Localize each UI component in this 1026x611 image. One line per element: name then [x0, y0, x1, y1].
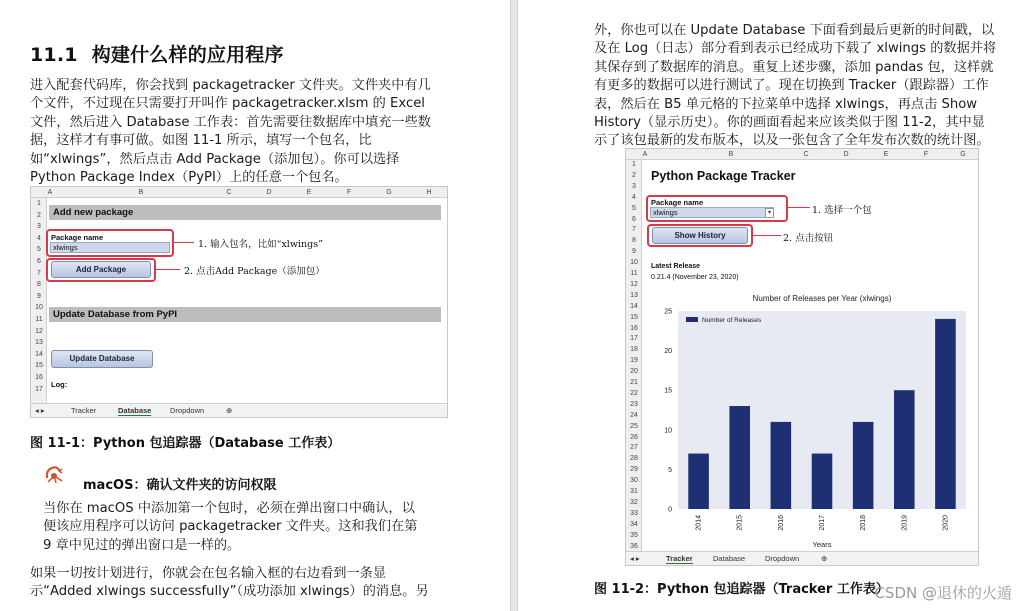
row-header[interactable]: 20 — [630, 368, 638, 376]
y-tick-label: 5 — [668, 466, 672, 474]
sheet-tab[interactable]: Database — [713, 554, 746, 563]
column-header[interactable]: D — [843, 151, 849, 158]
row-header[interactable]: 27 — [630, 444, 638, 452]
column-headers — [626, 149, 978, 160]
bottom-paragraph — [30, 565, 470, 602]
section-heading — [30, 40, 284, 67]
right-page — [518, 0, 1026, 611]
row-header[interactable]: 14 — [630, 302, 638, 310]
column-header[interactable]: E — [883, 151, 889, 158]
row-header[interactable]: 3 — [632, 182, 636, 190]
watermark: CSDN @退休的火遁 — [874, 584, 1012, 602]
package-name-label: Package name — [51, 233, 104, 242]
x-tick-label: 2020 — [942, 515, 950, 531]
text-line: 据，这样才有事可做。如图 11-1 所示，填写一个包名，比 — [30, 133, 372, 149]
text-line: 进入配套代码库，你会找到 packagetracker 文件夹。文件夹中有几 — [30, 78, 431, 93]
row-header[interactable]: 36 — [630, 542, 638, 550]
column-header[interactable]: C — [226, 189, 232, 196]
row-header[interactable]: 17 — [35, 385, 43, 393]
text-line: 9 章中见过的弹出窗口是一样的。 — [43, 537, 241, 553]
add-package-band: Add new package — [49, 205, 441, 220]
package-name-label: Package name — [651, 198, 704, 207]
row-header[interactable]: 4 — [632, 193, 636, 201]
row-header[interactable]: 22 — [630, 389, 638, 397]
bar — [729, 406, 750, 509]
add-sheet-icon[interactable]: ⊕ — [226, 406, 233, 415]
row-header[interactable]: 10 — [630, 259, 638, 267]
row-header[interactable]: 5 — [632, 204, 636, 212]
callout-box-2 — [46, 258, 156, 282]
callout-line-2 — [753, 235, 781, 236]
row-header[interactable]: 6 — [37, 258, 41, 265]
callout-box-2 — [647, 224, 753, 247]
column-header[interactable]: D — [266, 189, 272, 196]
column-header[interactable]: B — [138, 189, 144, 196]
chevron-down-icon[interactable]: ▾ — [765, 208, 774, 218]
y-tick-label: 25 — [664, 308, 672, 316]
text-line: 及在 Log（日志）部分看到表示已经成功下载了 xlwings 的数据并将 — [594, 41, 997, 57]
row-header[interactable]: 1 — [632, 161, 636, 168]
row-header[interactable]: 12 — [35, 327, 43, 335]
legend-swatch — [686, 317, 698, 322]
sheet-tab[interactable]: Database — [118, 406, 152, 415]
text-line: 有更多的数据可以进行测试了。现在切换到 Tracker（跟踪器）工作 — [594, 78, 989, 94]
column-header[interactable]: E — [306, 189, 312, 196]
update-database-band: Update Database from PyPI — [49, 307, 441, 322]
row-header[interactable]: 13 — [35, 339, 43, 347]
row-header[interactable]: 16 — [35, 374, 43, 381]
column-header[interactable]: B — [728, 151, 734, 158]
row-header[interactable]: 3 — [37, 223, 41, 231]
sheet-tab[interactable]: Dropdown — [765, 554, 800, 563]
y-tick-label: 15 — [664, 387, 672, 395]
row-header[interactable]: 4 — [37, 234, 41, 242]
scorpion-icon — [43, 462, 65, 484]
text-line: 其保存到了数据库的消息。重复上述步骤，添加 pandas 包，这样就 — [594, 59, 994, 75]
row-header[interactable]: 21 — [630, 379, 638, 386]
row-header[interactable]: 2 — [632, 171, 636, 179]
row-header[interactable]: 33 — [630, 509, 638, 517]
figure-caption-11-2: 图 11-2：Python 包追踪器（Tracker 工作表） — [594, 582, 889, 597]
text-line: 如果一切按计划进行，你就会在包名输入框的右边看到一条显 — [30, 566, 387, 581]
row-header[interactable]: 17 — [630, 335, 638, 343]
text-line: 当你在 macOS 中添加第一个包时，必须在弹出窗口中确认，以 — [43, 501, 415, 516]
section-title: 构建什么样的应用程序 — [91, 44, 284, 66]
row-header[interactable]: 31 — [630, 488, 638, 495]
callout-line-1 — [174, 242, 194, 243]
row-header[interactable]: 34 — [630, 520, 638, 528]
bar — [812, 454, 833, 509]
row-header[interactable]: 7 — [632, 226, 636, 234]
page-gutter — [510, 0, 518, 611]
row-header[interactable]: 25 — [630, 422, 638, 430]
sheet-tab[interactable]: Dropdown — [170, 406, 205, 415]
column-header[interactable]: C — [803, 151, 809, 158]
row-header[interactable]: 28 — [630, 455, 638, 463]
row-header[interactable]: 18 — [630, 346, 638, 354]
sheet-nav-icon[interactable]: ◂ ▸ — [630, 554, 640, 563]
row-header[interactable]: 23 — [630, 400, 638, 408]
row-header[interactable]: 29 — [630, 466, 638, 474]
sheet-tabs — [31, 403, 447, 417]
row-header[interactable]: 15 — [35, 362, 43, 370]
show-history-button[interactable]: Show History — [652, 227, 748, 244]
row-header[interactable]: 11 — [35, 316, 43, 323]
row-header[interactable]: 6 — [632, 215, 636, 223]
callout-box-1 — [646, 195, 788, 222]
column-headers — [31, 187, 447, 198]
row-header[interactable]: 2 — [37, 211, 41, 219]
row-header[interactable]: 26 — [630, 433, 638, 441]
text-line: 示了该包最新的发布版本，以及一张包含了全年发布次数的统计图。 — [594, 133, 990, 149]
row-header[interactable]: 16 — [630, 324, 638, 332]
x-tick-label: 2018 — [860, 515, 868, 531]
add-package-button[interactable]: Add Package — [51, 261, 151, 278]
column-header[interactable]: H — [426, 189, 432, 196]
text-line: 外，你也可以在 Update Database 下面看到最后更新的时间戳，以 — [594, 23, 995, 38]
text-line: 个文件，不过现在只需要打开叫作 packagetracker.xlsm 的 Excel — [30, 96, 425, 112]
column-header[interactable]: A — [47, 189, 53, 196]
row-header[interactable]: 1 — [37, 200, 41, 207]
log-label: Log: — [51, 380, 68, 389]
column-header[interactable]: G — [386, 189, 392, 196]
bar — [771, 422, 792, 509]
text-line: 表，然后在 B5 单元格的下拉菜单中选择 xlwings，再点击 Show — [594, 96, 978, 112]
row-header[interactable]: 5 — [37, 246, 41, 254]
column-header[interactable]: A — [642, 151, 648, 158]
bar — [688, 454, 709, 509]
bar — [894, 390, 915, 509]
column-header[interactable]: F — [923, 151, 929, 158]
sheet-tab[interactable]: Tracker — [71, 406, 97, 415]
row-header[interactable]: 14 — [35, 350, 43, 358]
row-header[interactable]: 24 — [630, 411, 638, 419]
row-header[interactable]: 8 — [37, 281, 41, 289]
row-header[interactable]: 12 — [630, 280, 638, 288]
y-tick-label: 10 — [664, 427, 672, 435]
column-header[interactable]: G — [960, 151, 966, 158]
row-header[interactable]: 15 — [630, 313, 638, 321]
sheet-nav-icon[interactable]: ◂ ▸ — [35, 406, 45, 415]
sheet-tabs — [626, 551, 978, 565]
row-header[interactable]: 10 — [35, 304, 43, 312]
text-line: 示“Added xlwings successfully”（成功添加 xlwings）的消息。另 — [30, 584, 429, 600]
left-page — [0, 0, 510, 611]
note-paragraph — [43, 500, 463, 555]
package-select[interactable]: xlwings — [650, 207, 774, 218]
bar — [853, 422, 874, 509]
legend-label: Number of Releases — [702, 317, 762, 324]
callout-line-1 — [788, 207, 810, 208]
column-header[interactable]: F — [346, 189, 352, 196]
x-tick-label: 2016 — [777, 515, 785, 531]
update-database-button[interactable]: Update Database — [51, 350, 153, 368]
intro-paragraph — [30, 77, 470, 187]
tracker-title: Python Package Tracker — [651, 169, 796, 183]
right-top-paragraph — [594, 22, 1024, 151]
note-title: macOS：确认文件夹的访问权限 — [83, 478, 277, 493]
x-tick-label: 2014 — [695, 515, 703, 531]
callout-line-2 — [156, 269, 180, 270]
add-sheet-icon[interactable]: ⊕ — [821, 554, 828, 563]
text-line: Python Package Index（PyPI）上的任意一个包名。 — [30, 170, 348, 186]
row-headers — [626, 160, 642, 551]
section-number: 11.1 — [30, 44, 78, 66]
text-line: 便该应用程序可以访问 packagetracker 文件夹。这和我们在第 — [43, 519, 418, 535]
figure-caption-11-1: 图 11-1：Python 包追踪器（Database 工作表） — [30, 436, 341, 451]
x-tick-label: 2017 — [819, 515, 826, 531]
callout-text-1: 1. 选择一个包 — [812, 205, 872, 216]
row-header[interactable]: 11 — [630, 270, 638, 277]
row-header[interactable]: 7 — [37, 269, 41, 277]
callout-text-1: 1. 输入包名，比如“xlwings” — [198, 239, 323, 250]
sheet-tab[interactable]: Tracker — [666, 554, 693, 563]
text-line: History（显示历史）。你的画面看起来应该类似于图 11-2，其中显 — [594, 115, 985, 131]
text-line: 如“xlwings”，然后点击 Add Package（添加包）。你可以选择 — [30, 151, 400, 167]
releases-chart — [648, 289, 974, 551]
callout-text-2: 2. 点击按钮 — [783, 233, 834, 244]
x-tick-label: 2015 — [736, 515, 744, 531]
row-headers — [31, 198, 47, 403]
chart-title: Number of Releases per Year (xlwings) — [752, 294, 892, 303]
figure-11-2-excel — [625, 148, 979, 566]
row-header[interactable]: 9 — [632, 248, 636, 256]
callout-box-1 — [46, 229, 174, 257]
row-header[interactable]: 35 — [630, 531, 638, 539]
row-header[interactable]: 13 — [630, 291, 638, 299]
y-tick-label: 0 — [668, 506, 672, 514]
text-line: 文件，然后进入 Database 工作表：首先需要往数据库中填充一些数 — [30, 114, 431, 130]
row-header[interactable]: 8 — [632, 237, 636, 245]
row-header[interactable]: 9 — [37, 292, 41, 300]
latest-release-label: Latest Release — [651, 263, 701, 270]
y-tick-label: 20 — [664, 348, 672, 356]
package-name-input[interactable]: xlwings — [50, 242, 170, 253]
bar — [935, 319, 956, 509]
x-tick-label: 2019 — [901, 515, 909, 531]
row-header[interactable]: 30 — [630, 477, 638, 485]
x-axis-label: Years — [812, 540, 832, 549]
callout-text-2: 2. 点击Add Package（添加包） — [184, 266, 325, 277]
row-header[interactable]: 32 — [630, 498, 638, 506]
latest-release-value: 0.21.4 (November 23, 2020) — [651, 274, 739, 281]
row-header[interactable]: 19 — [630, 357, 638, 365]
figure-11-1-excel — [30, 186, 448, 418]
